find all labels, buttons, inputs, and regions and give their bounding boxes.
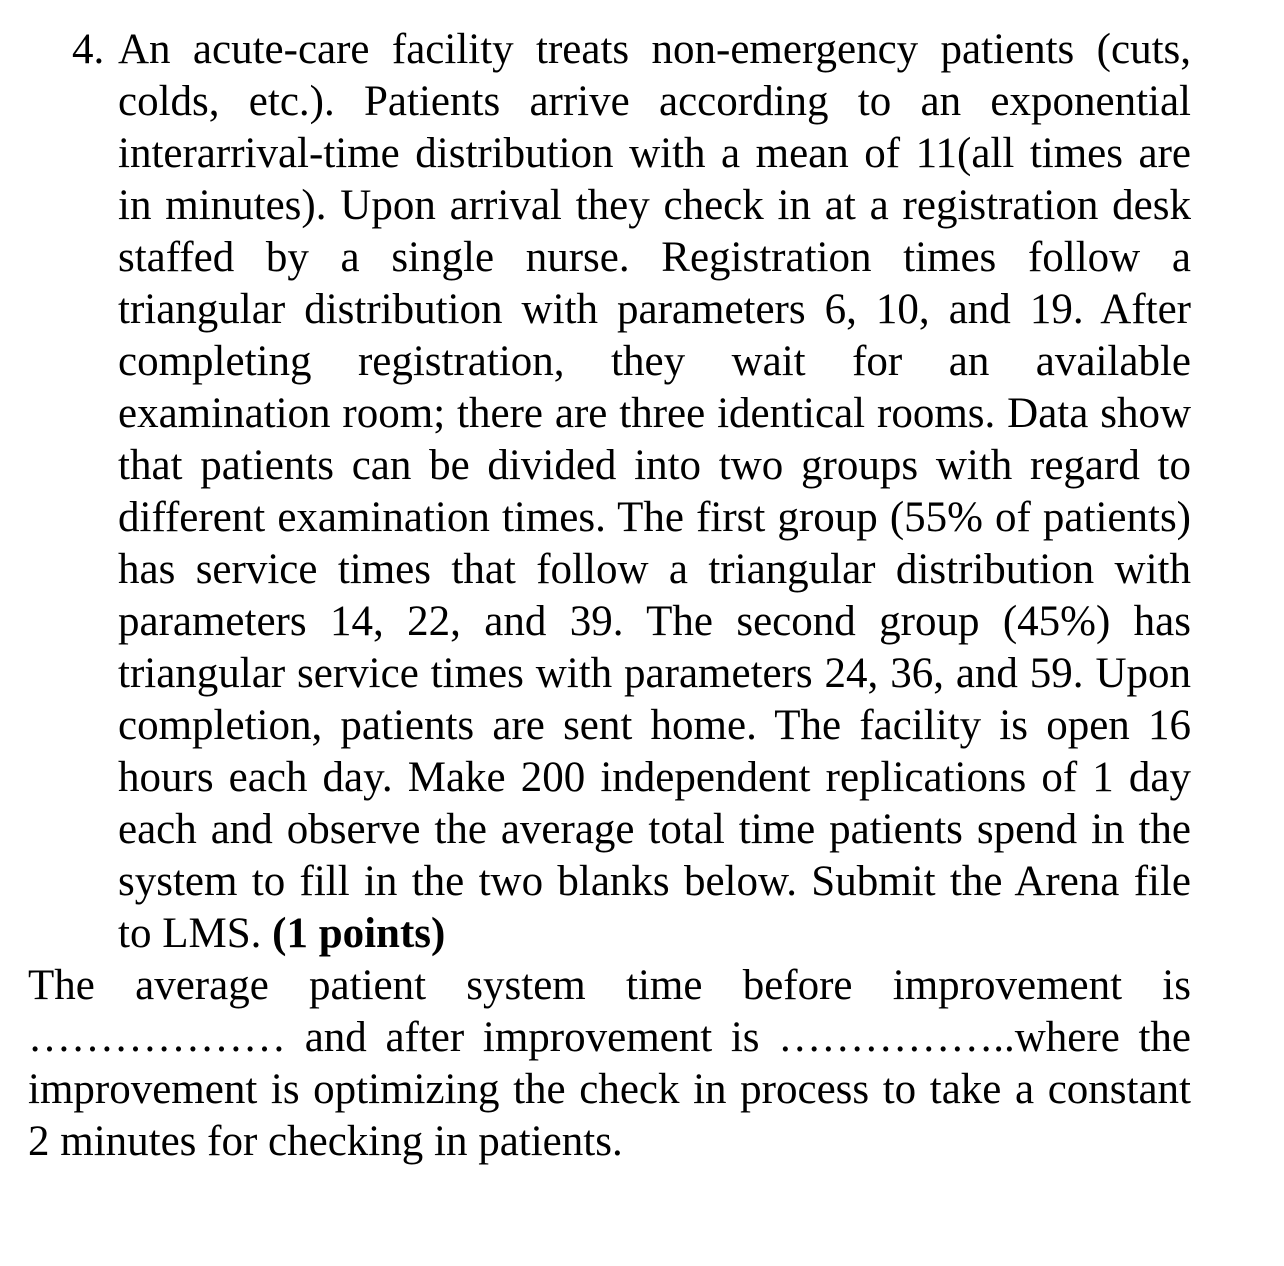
fill-in-paragraph <box>0 960 1191 1168</box>
question-body: An acute-care facility treats non-emergency patients (cuts, colds, etc.). Patients arrive according to an exponential interarrival-time distribution with a mean of 11(all times are in minutes). Upon arrival they check in at a registration desk staffed by a single nurse. Registration times follow a triangular distribution with parameters 6, 10, and 19. After completing registration, they wait for an available examination room; there are three identical rooms. Data show that patients can be divided into two groups with regard to different examination times. The first group (55% of patients) has service times that follow a triangular distribution with parameters 14, 22, and 39. The second group (45%) has triangular service times with parameters 24, 36, and 59. Upon completion, patients are sent home. The facility is open 16 hours each day. Make 200 independent replications of 1 day each and observe the average total time patients spend in the system to fill in the two blanks below. Submit the Arena file to LMS. <box>118 26 1191 957</box>
question-row <box>0 24 1284 960</box>
fill-in-text-3: where the improvement is optimizing the check in process to take a constant 2 minutes for checking in patients. <box>28 1014 1191 1165</box>
points-label: (1 points) <box>272 910 446 957</box>
question-number: 4. <box>72 26 105 73</box>
answer-blank-before: ……………… <box>28 1014 286 1061</box>
answer-blank-after: …………….. <box>778 1014 1015 1061</box>
question-block <box>0 24 1284 1168</box>
question-body-paragraph <box>0 24 1191 960</box>
fill-in-text-1: The average patient system time before improvement is <box>28 962 1191 1009</box>
fill-in-text-2: and after improvement is <box>304 1014 760 1061</box>
